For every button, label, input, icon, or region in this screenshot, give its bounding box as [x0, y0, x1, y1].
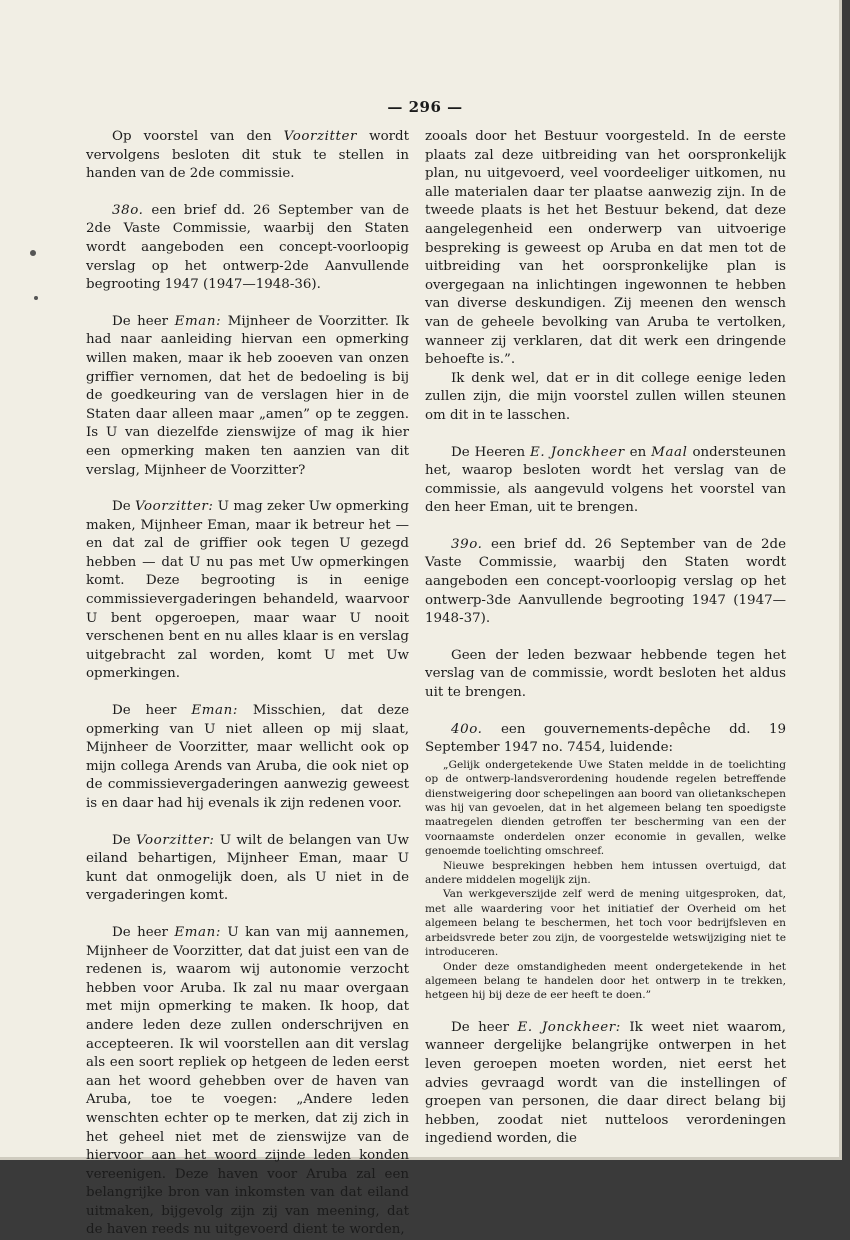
speech-eman-1: De heer Eman: Mijnheer de Voorzitter. Ik had naar aanleiding hiervan een opmerking willen maken, maar ik heb zooeven van onzen griffier vernomen, dat het de bedoeling is bij de goedkeuring van de verslagen hier in de Staten daar alleen maar „amen” op te zeggen. Is U van diezelfde zienswijze of mag ik hier een opmerking maken ten aanzien van dit verslag, Mijnheer de Voorzitter? — [86, 313, 409, 478]
quote-paragraph: Van werkgeverszijde zelf werd de mening uitgesproken, dat, met alle waardering voor het initiatief der Overheid om het algemeen belang te beschermen, het toch voor bedrijfsleven en arbeidsvrede beter zou zijn, de voorgestelde wetswijziging niet te introduceren. — [425, 888, 786, 959]
agenda-item-39: 39o. een brief dd. 26 September van de 2de Vaste Commissie, waarbij den Staten wordt aangeboden een concept-voorloopig verslag op het ontwerp-3de Aanvullende begrooting 1947 (1947—1948-37). — [425, 536, 786, 627]
quote-paragraph: Nieuwe besprekingen hebben hem intussen overtuigd, dat andere middelen mogelijk zijn. — [425, 859, 786, 887]
quote-paragraph: Onder deze omstandigheden meent ondergetekende in het algemeen belang te handelen door het ontwerp in te trekken, hetgeen hij bij deze de eer heeft te doen.” — [425, 960, 786, 1002]
speech-voorzitter-1: De Voorzitter: U mag zeker Uw opmerking maken, Mijnheer Eman, maar ik betreur het — en dat zal de griffier ook tegen U gezegd hebben — dat U nu pas met Uw opmerkingen komt. Deze begrooting is in eenige commissievergaderingen behandeld, waarvoor U bent opgeroepen, maar waar U nooit verschenen bent en nu alles klaar is en verslag uitgebracht zal worden, komt U met Uw opmerkingen. — [86, 499, 409, 682]
speech-jonckheer: De heer E. Jonckheer: Ik weet niet waarom, wanneer dergelijke belangrijke ontwerpen in het leven geroepen moeten worden, niet eerst het advies gevraagd wordt van die instellingen of groepen van personen, die daar direct belang bij hebben, zoodat niet nutteloos verordeningen ingediend worden, die — [425, 1019, 786, 1147]
page-number: — 296 — — [387, 98, 463, 116]
speech-continuation: zooals door het Bestuur voorgesteld. In de eerste plaats zal deze uitbreiding van het oorspronkelijk plan, nu uitgevoerd, veel voordeeliger uitkomen, nu alle materialen daar ter plaatse aanwezig zijn. In de tweede plaats is het het Bestuur bekend, dat deze aangelegenheid een onderwerp van uitvoerige bespreking is geweest op Aruba en dat men tot de uitbreiding van het oorspronkelijke plan is overgegaan na inlichtingen ingewonnen te hebben van diverse deskundigen. Zij meenen den wensch van de geheele bevolking van Aruba te vertolken, wanneer zij verklaren, dat dit werk een dringende behoefte is.”. — [425, 129, 786, 368]
quote-paragraph: „Gelijk ondergetekende Uwe Staten meldde in de toelichting op de ontwerp-landsverordening houdende regelen betreffende dienstweigering door schepelingen aan boord van olietankschepen was hij van gevoelen, dat in het algemeen belang ten spoedigste maatregelen dienden getroffen ter bescherming van een der voornaamste onderdelen onzer economie in gevallen, welke genoemde toelichting omschreef. — [425, 758, 786, 858]
speech-eman-3: De heer Eman: U kan van mij aannemen, Mijnheer de Voorzitter, dat dat juist een van de redenen is, waarom wij autonomie verzocht hebben voor Aruba. Ik zal nu maar overgaan met mijn opmerking te maken. Ik hoop, dat andere leden deze zullen onderschrijven en accepteeren. Ik wil voorstellen aan dit verslag als een soort repliek op hetgeen de leden eerst aan het woord gehebben over de haven van Aruba, toe te voegen: „Andere leden wenschten echter op te merken, dat zij zich in het geheel niet met de zienswijze van de hiervoor aan het woord zijnde leden konden vereenigen. Deze haven voor Aruba zal een belangrijke bron van inkomsten van dat eiland uitmaken, bijgevolg zijn zij van meening, dat de haven reeds nu uitgevoerd dient te worden, — [86, 924, 409, 1238]
speech-voorzitter-2: De Voorzitter: U wilt de belangen van Uw eiland behartigen, Mijnheer Eman, maar U kunt dat onmogelijk doen, als U niet in de vergaderingen komt. — [86, 832, 410, 904]
agenda-item-38: 38o. een brief dd. 26 September van de 2de Vaste Commissie, waarbij den Staten wordt aangeboden een concept-voorloopig verslag op het ontwerp-2de Aanvullende begrooting 1947 (1947—1948-36). — [86, 202, 409, 293]
support-paragraph: De Heeren E. Jonckheer en Maal ondersteunen het, waarop besloten wordt het verslag van de commissie, als aangevuld volgens het voorstel van den heer Eman, uit te brengen. — [425, 444, 787, 516]
page-speck — [30, 250, 36, 256]
paragraph: Op voorstel van den Voorzitter wordt vervolgens besloten dit stuk te stellen in handen van de 2de commissie. — [86, 129, 409, 182]
no-objection-paragraph: Geen der leden bezwaar hebbende tegen het verslag van de commissie, wordt besloten het aldus uit te brengen. — [425, 647, 786, 701]
page-speck — [34, 296, 38, 300]
quoted-depeche — [425, 758, 786, 1003]
agenda-item-40: 40o. een gouvernements-depêche dd. 19 September 1947 no. 7454, luidende: — [425, 721, 786, 756]
right-column — [425, 128, 786, 1149]
speech-eman-2: De heer Eman: Misschien, dat deze opmerking van U niet alleen op mij slaat, Mijnheer de Voorzitter, maar wellicht ook op mijn collega Arends van Aruba, die ook niet op de commissievergaderingen aanwezig geweest is en daar had hij evenals ik zijn redenen voor. — [86, 703, 409, 811]
left-column — [86, 128, 409, 1240]
speech-closing: Ik denk wel, dat er in dit college eenige leden zullen zijn, die mijn voorstel zullen willen steunen om dit in te lasschen. — [425, 370, 786, 423]
